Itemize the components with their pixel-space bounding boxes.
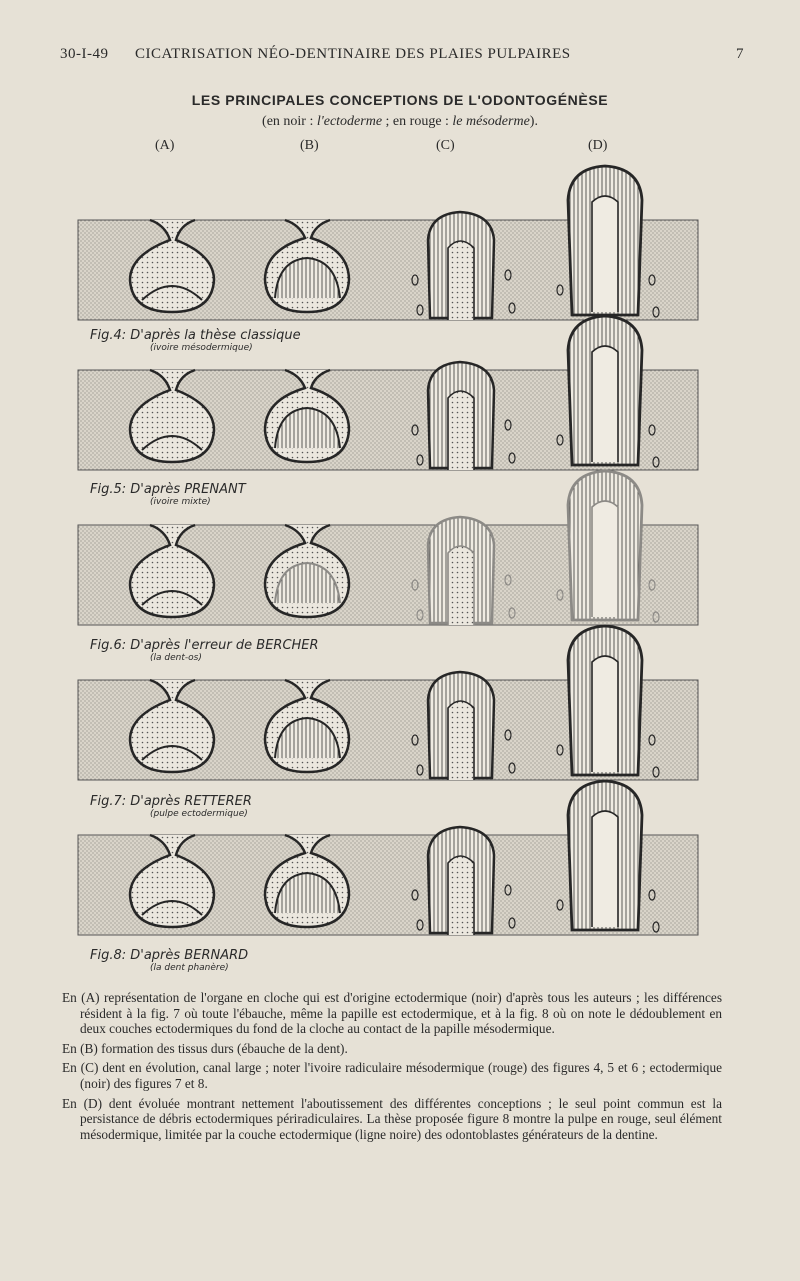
pulp-c xyxy=(448,391,474,470)
odontogenesis-illustration xyxy=(60,160,750,980)
caption-note: (pulpe ectodermique) xyxy=(150,809,248,819)
figure-caption-7 xyxy=(90,796,252,820)
pulp-d xyxy=(592,196,618,312)
figure-caption-5 xyxy=(90,484,246,508)
column-label-c: (C) xyxy=(436,138,455,153)
column-label-a: (A) xyxy=(155,138,175,153)
column-label-b: (B) xyxy=(300,138,319,153)
pulp-c xyxy=(448,241,474,320)
subtitle-meso: le mésoderme xyxy=(452,114,530,129)
caption-text: Fig.6: D'après l'erreur de BERCHER xyxy=(90,638,319,653)
pulp-d xyxy=(592,811,618,927)
figure-row-4 xyxy=(78,166,698,320)
pulp-d xyxy=(592,346,618,462)
explanatory-text xyxy=(62,990,722,1146)
caption-note: (la dent phanère) xyxy=(150,963,229,973)
figure-subtitle xyxy=(0,114,800,130)
paragraph-a: En (A) représentation de l'organe en cloche qui est d'origine ectodermique (noir) d'après tous les auteurs ; les différences résident à la fig. 7 où toute l'ébauche, même la papille est ectodermique, et à la fig. 8 où on note le dédoublement en deux couches ectodermiques du fond de la cloche au contact de la papille mésodermique. xyxy=(62,990,722,1037)
subtitle-sep: ; en rouge : xyxy=(382,114,453,129)
pulp-d xyxy=(592,501,618,617)
figure-caption-4 xyxy=(90,330,301,354)
caption-text: Fig.8: D'après BERNARD xyxy=(90,948,249,963)
figure-title: LES PRINCIPALES CONCEPTIONS DE L'ODONTOGÉNÈSE xyxy=(191,92,609,108)
pulp-c xyxy=(448,701,474,780)
pulp-c xyxy=(448,856,474,935)
column-label-d: (D) xyxy=(588,138,608,153)
paragraph-d: En (D) dent évoluée montrant nettement l'aboutissement des différentes conceptions ; le seul point commun est la persistance de débris ectodermiques périradiculaires. La thèse proposée figure 8 montre la pulpe en rouge, seul élément mésodermique, limitée par la couche ectodermique (ligne noire) des odontoblastes générateurs de la dentine. xyxy=(62,1095,722,1142)
running-header xyxy=(60,46,744,70)
subtitle-close: ). xyxy=(529,114,538,129)
paragraph-b: En (B) formation des tissus durs (ébauche de la dent). xyxy=(62,1040,348,1056)
subtitle-ecto: l'ectoderme xyxy=(316,114,383,129)
paragraph-c: En (C) dent en évolution, canal large ; noter l'ivoire radiculaire mésodermique (rouge) des figures 4, 5 et 6 ; ectodermique (noir) des figures 7 et 8. xyxy=(62,1060,722,1091)
pulp-d xyxy=(592,656,618,772)
caption-note: (ivoire mésodermique) xyxy=(150,343,253,353)
caption-note: (la dent-os) xyxy=(150,653,202,663)
caption-text: Fig.4: D'après la thèse classique xyxy=(90,328,301,343)
subtitle-open: (en noir : xyxy=(262,114,317,129)
caption-text: Fig.7: D'après RETTERER xyxy=(90,794,252,809)
header-date: 30-I-49 xyxy=(60,46,109,62)
caption-note: (ivoire mixte) xyxy=(150,497,211,507)
page-number: 7 xyxy=(736,46,744,62)
header-title: CICATRISATION NÉO-DENTINAIRE DES PLAIES PULPAIRES xyxy=(135,46,571,62)
figure-rows xyxy=(60,160,750,980)
figure-caption-6 xyxy=(90,640,319,664)
figure-caption-8 xyxy=(90,950,248,974)
caption-text: Fig.5: D'après PRENANT xyxy=(90,482,246,497)
pulp-c xyxy=(448,546,474,625)
